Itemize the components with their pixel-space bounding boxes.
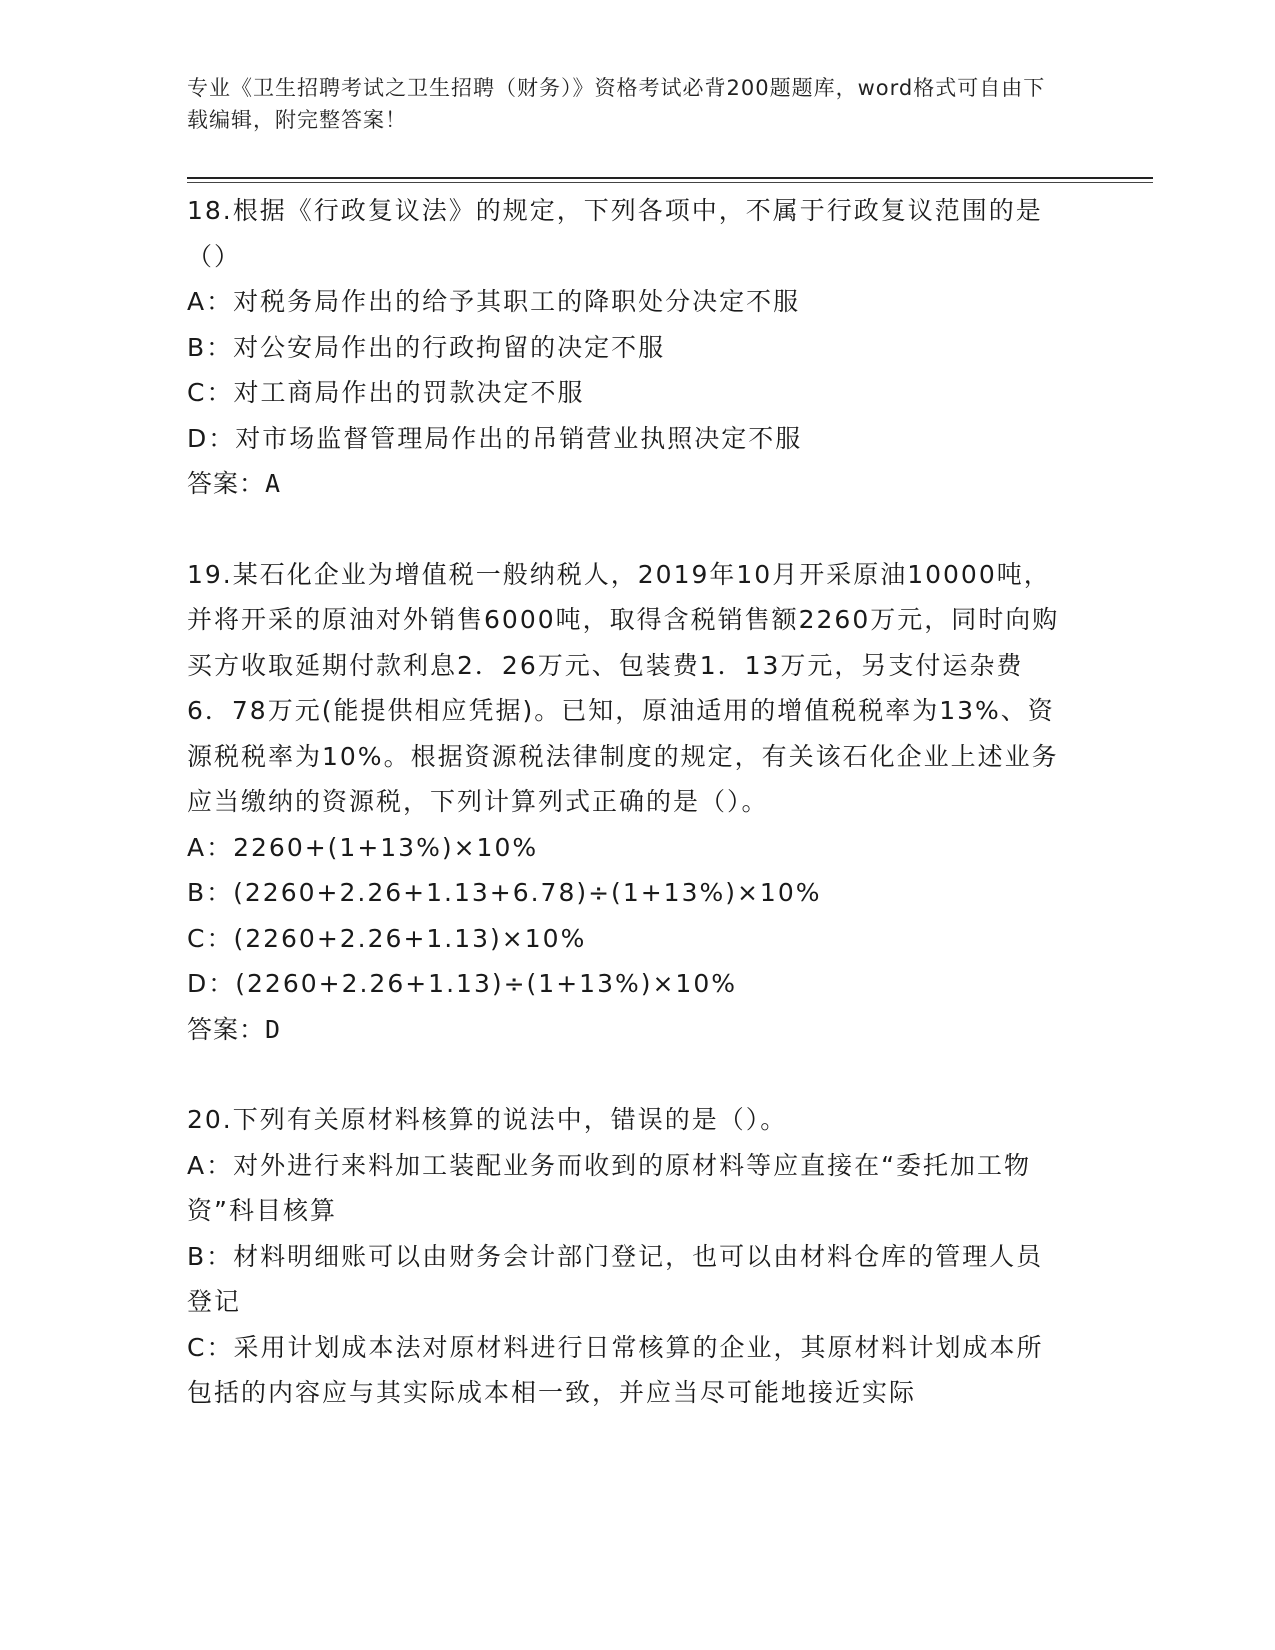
option-d: D：对市场监督管理局作出的吊销营业执照决定不服: [187, 423, 803, 453]
option-b: B：材料明细账可以由财务会计部门登记，也可以由材料仓库的管理人员登记: [187, 1241, 1044, 1316]
option-b: B：对公安局作出的行政拘留的决定不服: [187, 332, 666, 362]
question-20: [187, 1097, 1067, 1416]
question-18: [187, 188, 1067, 507]
header-rule-bottom: [187, 182, 1153, 183]
answer: 答案：A: [187, 469, 282, 498]
option-a: A：对税务局作出的给予其职工的降职处分决定不服: [187, 287, 801, 316]
option-a: A：对外进行来料加工装配业务而收到的原材料等应直接在“委托加工物资”科目核算: [187, 1150, 1032, 1225]
header-rule-top: [187, 177, 1153, 179]
option-c: C：(2260+2.26+1.13)×10%: [187, 923, 587, 953]
option-d: D：(2260+2.26+1.13)÷(1+13%)×10%: [187, 969, 737, 998]
question-stem: 19.某石化企业为增值税一般纳税人，2019年10月开采原油10000吨，并将开采的原油对外销售6000吨，取得含税销售额2260万元，同时向购买方收取延期付款利息2．26万元、包装费1．13万元，另支付运杂费6．78万元(能提供相应凭据)。已知，原油适用的增值税税率为13%、资源税税率为10%。根据资源税法律制度的规定，有关该石化企业上述业务应当缴纳的资源税，下列计算列式正确的是（）。: [187, 559, 1060, 816]
option-b: B：(2260+2.26+1.13+6.78)÷(1+13%)×10%: [187, 878, 822, 907]
page-header: 专业《卫生招聘考试之卫生招聘（财务）》资格考试必背200题题库，word格式可自由下载编辑，附完整答案！: [187, 76, 1046, 132]
question-19: [187, 552, 1067, 1053]
question-stem: 20.下列有关原材料核算的说法中，错误的是（）。: [187, 1105, 788, 1134]
answer: 答案：D: [187, 1014, 282, 1044]
option-c: C：采用计划成本法对原材料进行日常核算的企业，其原材料计划成本所包括的内容应与其实际成本相一致，并应当尽可能地接近实际: [187, 1332, 1044, 1407]
option-a: A：2260+(1+13%)×10%: [187, 832, 539, 862]
question-stem: 18.根据《行政复议法》的规定，下列各项中，不属于行政复议范围的是（）: [187, 196, 1043, 271]
option-c: C：对工商局作出的罚款决定不服: [187, 378, 585, 407]
question-list: [187, 188, 1067, 1461]
